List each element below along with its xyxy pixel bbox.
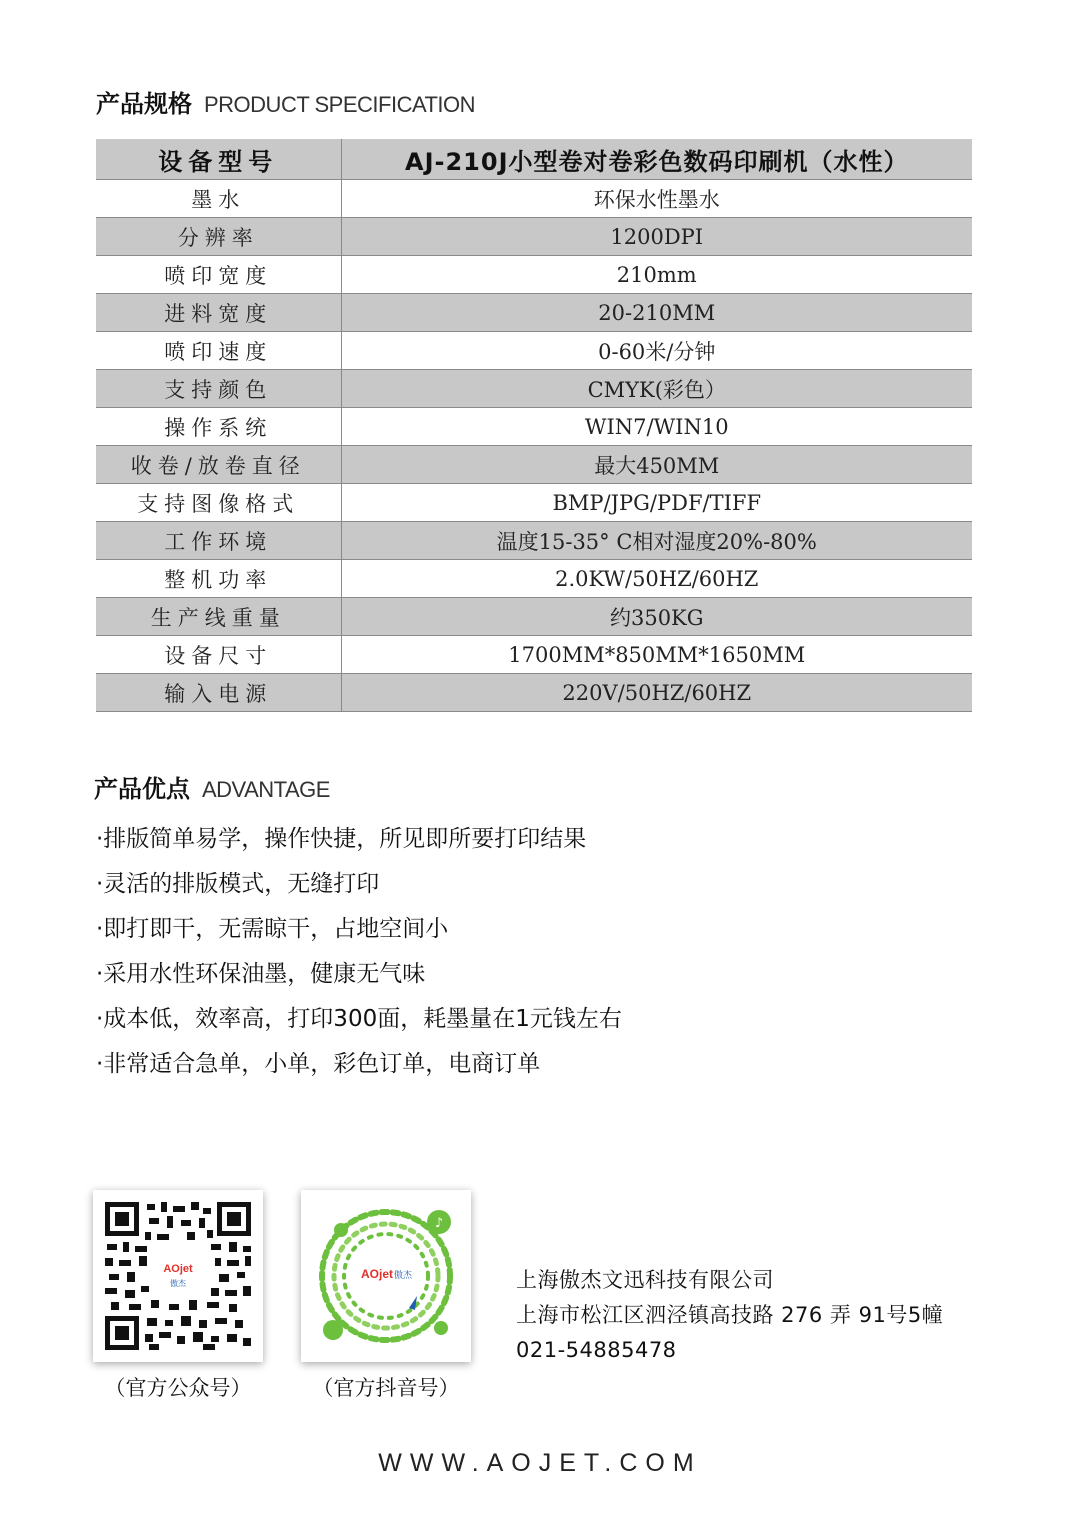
spec-row-value: 1200DPI — [341, 218, 972, 256]
spec-row-value: 0-60米/分钟 — [341, 332, 972, 370]
spec-table-row — [96, 332, 972, 370]
spec-row-value: 2.0KW/50HZ/60HZ — [341, 560, 972, 598]
company-info — [516, 1265, 943, 1370]
advantage-item: ·非常适合急单，小单，彩色订单，电商订单 — [96, 1051, 541, 1077]
advantage-item: ·成本低，效率高，打印300面，耗墨量在1元钱左右 — [96, 1006, 622, 1032]
spec-row-key: 操作系统 — [96, 408, 341, 446]
advantage-section-title — [94, 769, 330, 804]
advantage-item: ·排版简单易学，操作快捷，所见即所要打印结果 — [96, 826, 587, 852]
svg-text:傲杰: 傲杰 — [393, 1271, 413, 1281]
spec-row-value: 环保水性墨水 — [341, 180, 972, 218]
wechat-qr-code — [103, 1200, 253, 1352]
spec-row-value: 温度15-35° C相对湿度20%-80% — [341, 522, 972, 560]
spec-row-value: WIN7/WIN10 — [341, 408, 972, 446]
spec-row-value: 20-210MM — [341, 294, 972, 332]
spec-table-row — [96, 484, 972, 522]
website-link[interactable]: WWW.AOJET.COM — [378, 1449, 702, 1477]
douyin-qr-caption: （官方抖音号） — [312, 1376, 460, 1400]
spec-table — [96, 139, 972, 712]
advantage-item: ·即打即干，无需晾干，占地空间小 — [96, 916, 449, 942]
wechat-qr-caption: （官方公众号） — [104, 1376, 252, 1400]
spec-row-key: 墨水 — [96, 180, 341, 218]
spec-row-key: 支持颜色 — [96, 370, 341, 408]
spec-row-value: 最大450MM — [341, 446, 972, 484]
spec-table-row — [96, 446, 972, 484]
spec-row-key: 进料宽度 — [96, 294, 341, 332]
spec-row-key: 分辨率 — [96, 218, 341, 256]
spec-row-key: 收卷/放卷直径 — [96, 446, 341, 484]
wechat-qr-icon — [93, 1190, 263, 1362]
spec-row-value: BMP/JPG/PDF/TIFF — [341, 484, 972, 522]
spec-row-value: 1700MM*850MM*1650MM — [341, 636, 972, 674]
spec-row-key: 喷印宽度 — [96, 256, 341, 294]
spec-row-key: 喷印速度 — [96, 332, 341, 370]
spec-row-key: 整机功率 — [96, 560, 341, 598]
spec-title-en: PRODUCT SPECIFICATION — [204, 92, 476, 117]
svg-text:AOjet: AOjet — [163, 1263, 193, 1275]
company-address: 上海市松江区泗泾镇高技路 276 弄 91号5幢 — [516, 1303, 944, 1327]
douyin-qr-icon — [301, 1190, 471, 1362]
spec-table-row — [96, 408, 972, 446]
spec-row-value: 约350KG — [341, 598, 972, 636]
advantage-item: ·采用水性环保油墨，健康无气味 — [96, 961, 426, 987]
advantage-list — [96, 817, 622, 1087]
spec-title-zh: 产品规格 — [96, 90, 192, 118]
spec-header-value: AJ-210J小型卷对卷彩色数码印刷机（水性） — [341, 139, 972, 180]
advantage-title-zh: 产品优点 — [94, 775, 190, 803]
spec-table-row — [96, 294, 972, 332]
spec-table-row — [96, 636, 972, 674]
company-name: 上海傲杰文迅科技有限公司 — [516, 1268, 774, 1292]
spec-table-row — [96, 256, 972, 294]
svg-text:♪: ♪ — [434, 1216, 444, 1231]
spec-table-row — [96, 370, 972, 408]
spec-row-key: 工作环境 — [96, 522, 341, 560]
spec-row-value: 210mm — [341, 256, 972, 294]
spec-row-key: 输入电源 — [96, 674, 341, 712]
advantage-item: ·灵活的排版模式，无缝打印 — [96, 871, 380, 897]
spec-table-row — [96, 522, 972, 560]
spec-row-key: 支持图像格式 — [96, 484, 341, 522]
company-phone: 021-54885478 — [516, 1338, 677, 1362]
spec-table-row — [96, 180, 972, 218]
douyin-qr-code — [311, 1200, 461, 1352]
spec-table-row — [96, 560, 972, 598]
spec-table-header — [96, 139, 972, 180]
spec-table-row — [96, 218, 972, 256]
spec-row-value: CMYK(彩色） — [341, 370, 972, 408]
spec-row-value: 220V/50HZ/60HZ — [341, 674, 972, 712]
spec-header-key: 设备型号 — [96, 139, 341, 180]
svg-text:AOjet: AOjet — [360, 1267, 394, 1281]
spec-row-key: 设备尺寸 — [96, 636, 341, 674]
spec-section-title — [96, 84, 475, 119]
spec-row-key: 生产线重量 — [96, 598, 341, 636]
spec-table-row — [96, 598, 972, 636]
spec-table-row — [96, 674, 972, 712]
advantage-title-en: ADVANTAGE — [202, 777, 330, 802]
svg-text:傲杰: 傲杰 — [170, 1279, 186, 1288]
